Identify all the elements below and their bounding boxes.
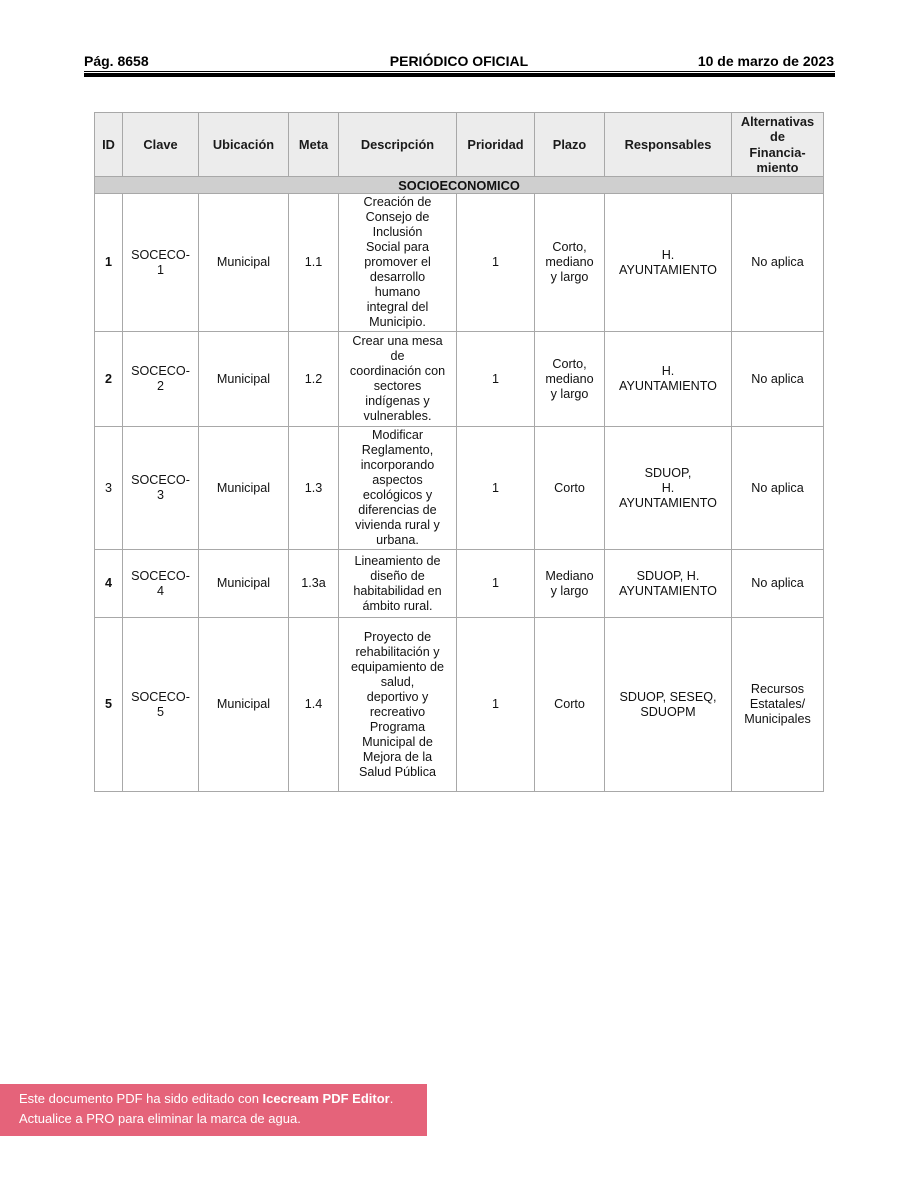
column-header-financiamiento: Alternativas de Financia- miento [732, 113, 824, 177]
table-row [95, 618, 824, 792]
table-header-row [95, 113, 824, 177]
cell-meta: 1.1 [289, 194, 339, 332]
column-header-descripcion: Descripción [339, 113, 457, 177]
column-header-plazo: Plazo [535, 113, 605, 177]
publication-date: 10 de marzo de 2023 [697, 53, 834, 69]
cell-clave: SOCECO- 5 [123, 618, 199, 792]
cell-meta: 1.3 [289, 427, 339, 550]
cell-id: 4 [95, 550, 123, 618]
watermark-brand: Icecream PDF Editor [262, 1091, 390, 1106]
header-rule-thick [84, 73, 835, 77]
column-header-ubicacion: Ubicación [199, 113, 289, 177]
cell-clave: SOCECO- 3 [123, 427, 199, 550]
cell-id: 2 [95, 332, 123, 427]
column-header-responsables: Responsables [605, 113, 732, 177]
cell-descripcion: Proyecto de rehabilitación y equipamiento de salud, deportivo y recreativo Programa Municipal de Mejora de la Salud Pública [339, 618, 457, 792]
section-row [95, 177, 824, 194]
socioeconomic-plan-table [94, 112, 824, 792]
cell-meta: 1.3a [289, 550, 339, 618]
watermark-banner[interactable] [0, 1084, 427, 1136]
cell-ubicacion: Municipal [199, 550, 289, 618]
cell-id: 1 [95, 194, 123, 332]
table-row [95, 550, 824, 618]
cell-prioridad: 1 [457, 550, 535, 618]
cell-id: 5 [95, 618, 123, 792]
column-header-clave: Clave [123, 113, 199, 177]
cell-prioridad: 1 [457, 427, 535, 550]
cell-descripcion: Modificar Reglamento, incorporando aspectos ecológicos y diferencias de vivienda rural y urbana. [339, 427, 457, 550]
cell-plazo: Mediano y largo [535, 550, 605, 618]
column-header-id: ID [95, 113, 123, 177]
cell-responsables: SDUOP, H. AYUNTAMIENTO [605, 427, 732, 550]
header-rule-thin [84, 71, 835, 72]
cell-responsables: H. AYUNTAMIENTO [605, 194, 732, 332]
cell-financiamiento: No aplica [732, 550, 824, 618]
cell-clave: SOCECO- 2 [123, 332, 199, 427]
cell-id: 3 [95, 427, 123, 550]
column-header-prioridad: Prioridad [457, 113, 535, 177]
cell-ubicacion: Municipal [199, 194, 289, 332]
watermark-line-2: Actualice a PRO para eliminar la marca de agua. [19, 1111, 301, 1126]
cell-prioridad: 1 [457, 618, 535, 792]
section-title: SOCIOECONOMICO [95, 177, 824, 194]
table-row [95, 194, 824, 332]
cell-financiamiento: No aplica [732, 332, 824, 427]
cell-descripcion: Creación de Consejo de Inclusión Social para promover el desarrollo humano integral del Municipio. [339, 194, 457, 332]
cell-responsables: SDUOP, H. AYUNTAMIENTO [605, 550, 732, 618]
cell-plazo: Corto, mediano y largo [535, 332, 605, 427]
cell-financiamiento: No aplica [732, 427, 824, 550]
cell-responsables: SDUOP, SESEQ, SDUOPM [605, 618, 732, 792]
cell-descripcion: Crear una mesa de coordinación con sectores indígenas y vulnerables. [339, 332, 457, 427]
cell-responsables: H. AYUNTAMIENTO [605, 332, 732, 427]
cell-plazo: Corto [535, 618, 605, 792]
cell-ubicacion: Municipal [199, 618, 289, 792]
cell-clave: SOCECO- 1 [123, 194, 199, 332]
cell-financiamiento: No aplica [732, 194, 824, 332]
cell-clave: SOCECO- 4 [123, 550, 199, 618]
cell-plazo: Corto [535, 427, 605, 550]
cell-prioridad: 1 [457, 194, 535, 332]
table-row [95, 427, 824, 550]
cell-ubicacion: Municipal [199, 332, 289, 427]
page-number: Pág. 8658 [84, 53, 149, 69]
cell-meta: 1.2 [289, 332, 339, 427]
cell-descripcion: Lineamiento de diseño de habitabilidad en ámbito rural. [339, 550, 457, 618]
cell-meta: 1.4 [289, 618, 339, 792]
column-header-meta: Meta [289, 113, 339, 177]
publication-title: PERIÓDICO OFICIAL [389, 53, 529, 69]
cell-prioridad: 1 [457, 332, 535, 427]
cell-ubicacion: Municipal [199, 427, 289, 550]
cell-plazo: Corto, mediano y largo [535, 194, 605, 332]
cell-financiamiento: Recursos Estatales/ Municipales [732, 618, 824, 792]
page-header [84, 53, 834, 71]
table-row [95, 332, 824, 427]
watermark-line-1: Este documento PDF ha sido editado con Icecream PDF Editor. [19, 1091, 394, 1106]
